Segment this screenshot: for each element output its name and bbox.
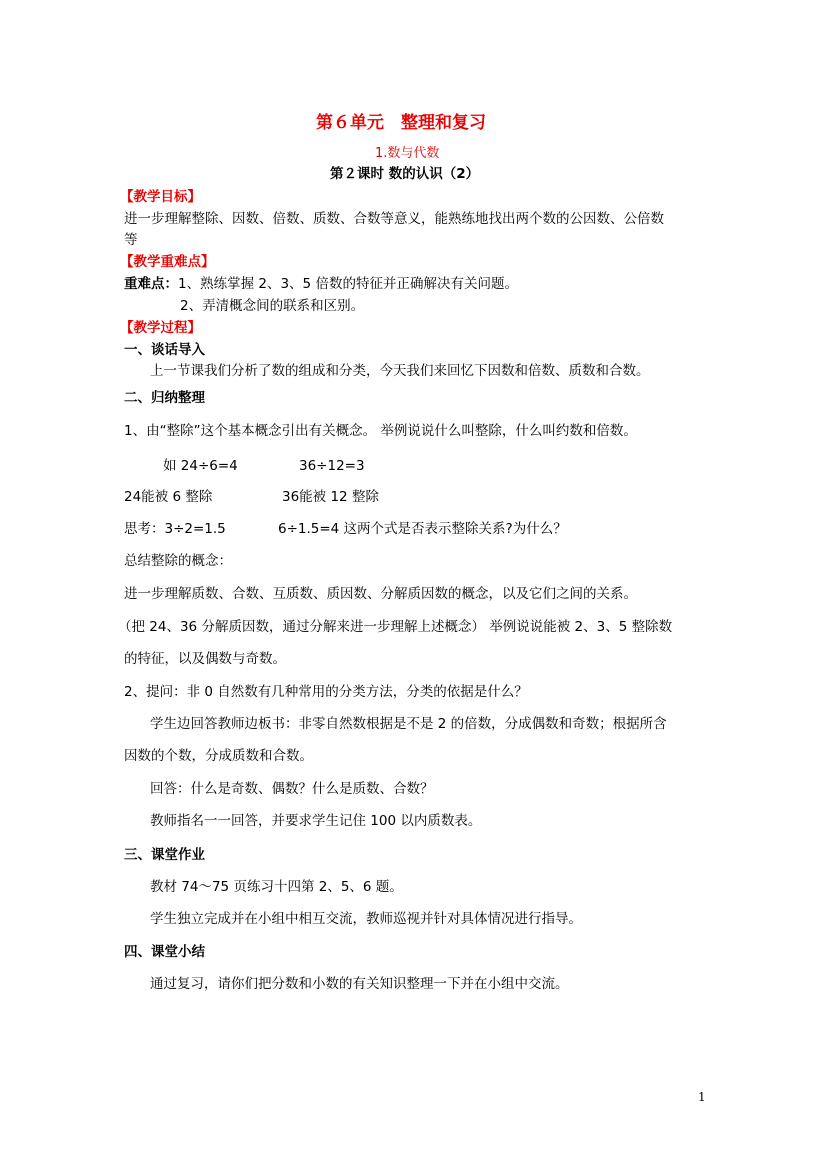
paragraph-7: 教师指名一一回答，并要求学生记住 100 以内质数表。 [150,813,482,829]
key-points-heading: 【教学重难点】 [120,254,215,270]
example-1a: 如 24÷6=4 [163,458,238,474]
section-1-title: 一、谈话导入 [124,342,205,358]
lesson-title: 第２课时 数的认识（2） [330,166,480,182]
page-number: 1 [698,1090,706,1104]
section-4-title: 四、课堂小结 [124,944,205,960]
paragraph-5-cont: 因数的个数，分成质数和合数。 [124,748,313,764]
paragraph-3-cont: 的特征，以及偶数与奇数。 [124,651,286,667]
key-points-label: 重难点： [124,276,178,292]
paragraph-1: 1、由“整除”这个基本概念引出有关概念。 举例说说什么叫整除，什么叫约数和倍数。 [124,423,637,439]
paragraph-4: 2、提问：非 0 自然数有几种常用的分类方法，分类的依据是什么？ [124,684,528,700]
paragraph-9: 学生独立完成并在小组中相互交流，教师巡视并针对具体情况进行指导。 [150,911,582,927]
summary-label: 总结整除的概念： [124,553,232,569]
section-2-title: 二、归纳整理 [124,390,205,406]
key-points-item-1 [124,275,518,293]
think-a: 思考：3÷2=1.5 [124,521,226,537]
section-1-text: 上一节课我们分析了数的组成和分类，今天我们来回忆下因数和倍数、质数和合数。 [150,363,650,379]
paragraph-5: 学生边回答教师边板书：非零自然数根据是不是 2 的倍数，分成偶数和奇数；根据所含 [150,716,667,732]
objectives-text-cont: 等 [124,232,138,248]
key-points-item-1-text: 1、熟练掌握 2、3、5 倍数的特征并正确解决有关问题。 [178,276,518,292]
paragraph-6: 回答：什么是奇数、偶数？什么是质数、合数？ [150,781,434,797]
process-heading: 【教学过程】 [120,320,201,336]
objectives-text: 进一步理解整除、因数、倍数、质数、合数等意义，能熟练地找出两个数的公因数、公倍数 [124,211,664,227]
paragraph-3: （把 24、36 分解质因数，通过分解来进一步理解上述概念） 举例说说能被 2、3、5 整除数 [118,619,673,635]
objectives-heading: 【教学目标】 [120,189,201,205]
section-title: 1.数与代数 [375,146,440,161]
paragraph-10: 通过复习，请你们把分数和小数的有关知识整理一下并在小组中交流。 [150,976,569,992]
example-2b: 36能被 12 整除 [282,489,379,505]
paragraph-2: 进一步理解质数、合数、互质数、质因数、分解质因数的概念，以及它们之间的关系。 [124,586,637,602]
think-b: 6÷1.5=4 这两个式是否表示整除关系?为什么？ [278,521,567,537]
example-1b: 36÷12=3 [299,458,365,474]
paragraph-8: 教材 74～75 页练习十四第 2、5、6 题。 [150,879,403,895]
example-2a: 24能被 6 整除 [124,489,213,505]
key-points-item-2: 2、弄清概念间的联系和区别。 [180,298,365,314]
unit-title: 第６单元 整理和复习 [316,113,486,133]
section-3-title: 三、课堂作业 [124,847,205,863]
